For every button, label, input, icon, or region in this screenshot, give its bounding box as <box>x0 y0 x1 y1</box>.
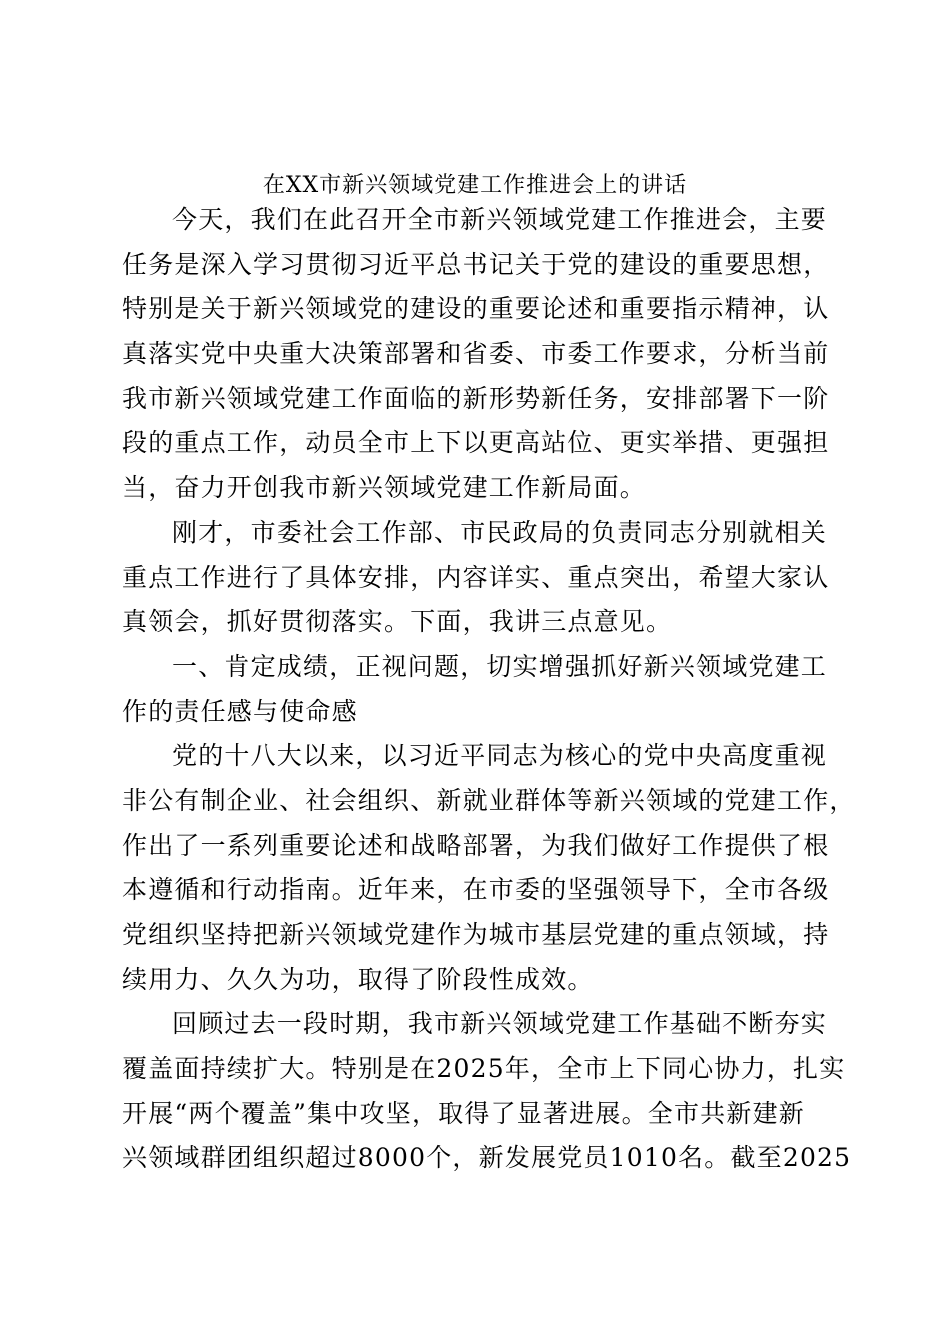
text-line: 非公有制企业、社会组织、新就业群体等新兴领域的党建工作， <box>122 785 856 815</box>
text-line: 段的重点工作，动员全市上下以更高站位、更实举措、更强担 <box>122 428 830 458</box>
text-line: 覆盖面持续扩大。特别是在2025年，全市上下同心协力，扎实 <box>122 1054 846 1084</box>
section-heading-one <box>122 645 837 734</box>
document-body <box>122 198 856 1181</box>
text-line: 特别是关于新兴领域党的建设的重要论述和重要指示精神，认 <box>122 294 830 324</box>
text-line: 真领会，抓好贯彻落实。下面，我讲三点意见。 <box>122 607 673 637</box>
paragraph-opening <box>122 198 837 511</box>
text-line: 党组织坚持把新兴领域党建作为城市基层党建的重点领域，持 <box>122 920 830 949</box>
text-line: 一、肯定成绩，正视问题，切实增强抓好新兴领域党建工 <box>172 651 828 681</box>
text-line: 开展“两个覆盖”集中攻坚，取得了显著进展。全市共新建新 <box>122 1098 805 1128</box>
text-line: 重点工作进行了具体安排，内容详实、重点突出，希望大家认 <box>122 562 830 592</box>
text-line: 兴领域群团组织超过8000个，新发展党员1010名。截至2025 <box>122 1143 852 1173</box>
text-line: 真落实党中央重大决策部署和省委、市委工作要求，分析当前 <box>122 339 830 369</box>
text-line: 回顾过去一段时期，我市新兴领域党建工作基础不断夯实 <box>172 1009 828 1039</box>
paragraph-background <box>122 734 856 1002</box>
paragraph-review <box>122 1002 852 1181</box>
text-line: 当，奋力开创我市新兴领域党建工作新局面。 <box>122 473 647 503</box>
text-line: 我市新兴领域党建工作面临的新形势新任务，安排部署下一阶 <box>122 383 830 413</box>
paragraph-arrangement <box>122 511 837 645</box>
text-line: 任务是深入学习贯彻习近平总书记关于党的建设的重要思想， <box>122 249 830 279</box>
text-line: 作的责任感与使命感 <box>122 696 358 726</box>
text-line: 刚才，市委社会工作部、市民政局的负责同志分别就相关 <box>172 517 828 547</box>
text-line: 续用力、久久为功，取得了阶段性成效。 <box>122 964 594 994</box>
document-title: 在XX市新兴领域党建工作推进会上的讲话 <box>262 173 688 198</box>
text-line: 本遵循和行动指南。近年来，在市委的坚强领导下，全市各级 <box>122 875 830 905</box>
text-line: 作出了一系列重要论述和战略部署，为我们做好工作提供了根 <box>122 830 830 860</box>
text-line: 今天，我们在此召开全市新兴领域党建工作推进会，主要 <box>172 205 828 234</box>
text-line: 党的十八大以来，以习近平同志为核心的党中央高度重视 <box>172 741 828 771</box>
